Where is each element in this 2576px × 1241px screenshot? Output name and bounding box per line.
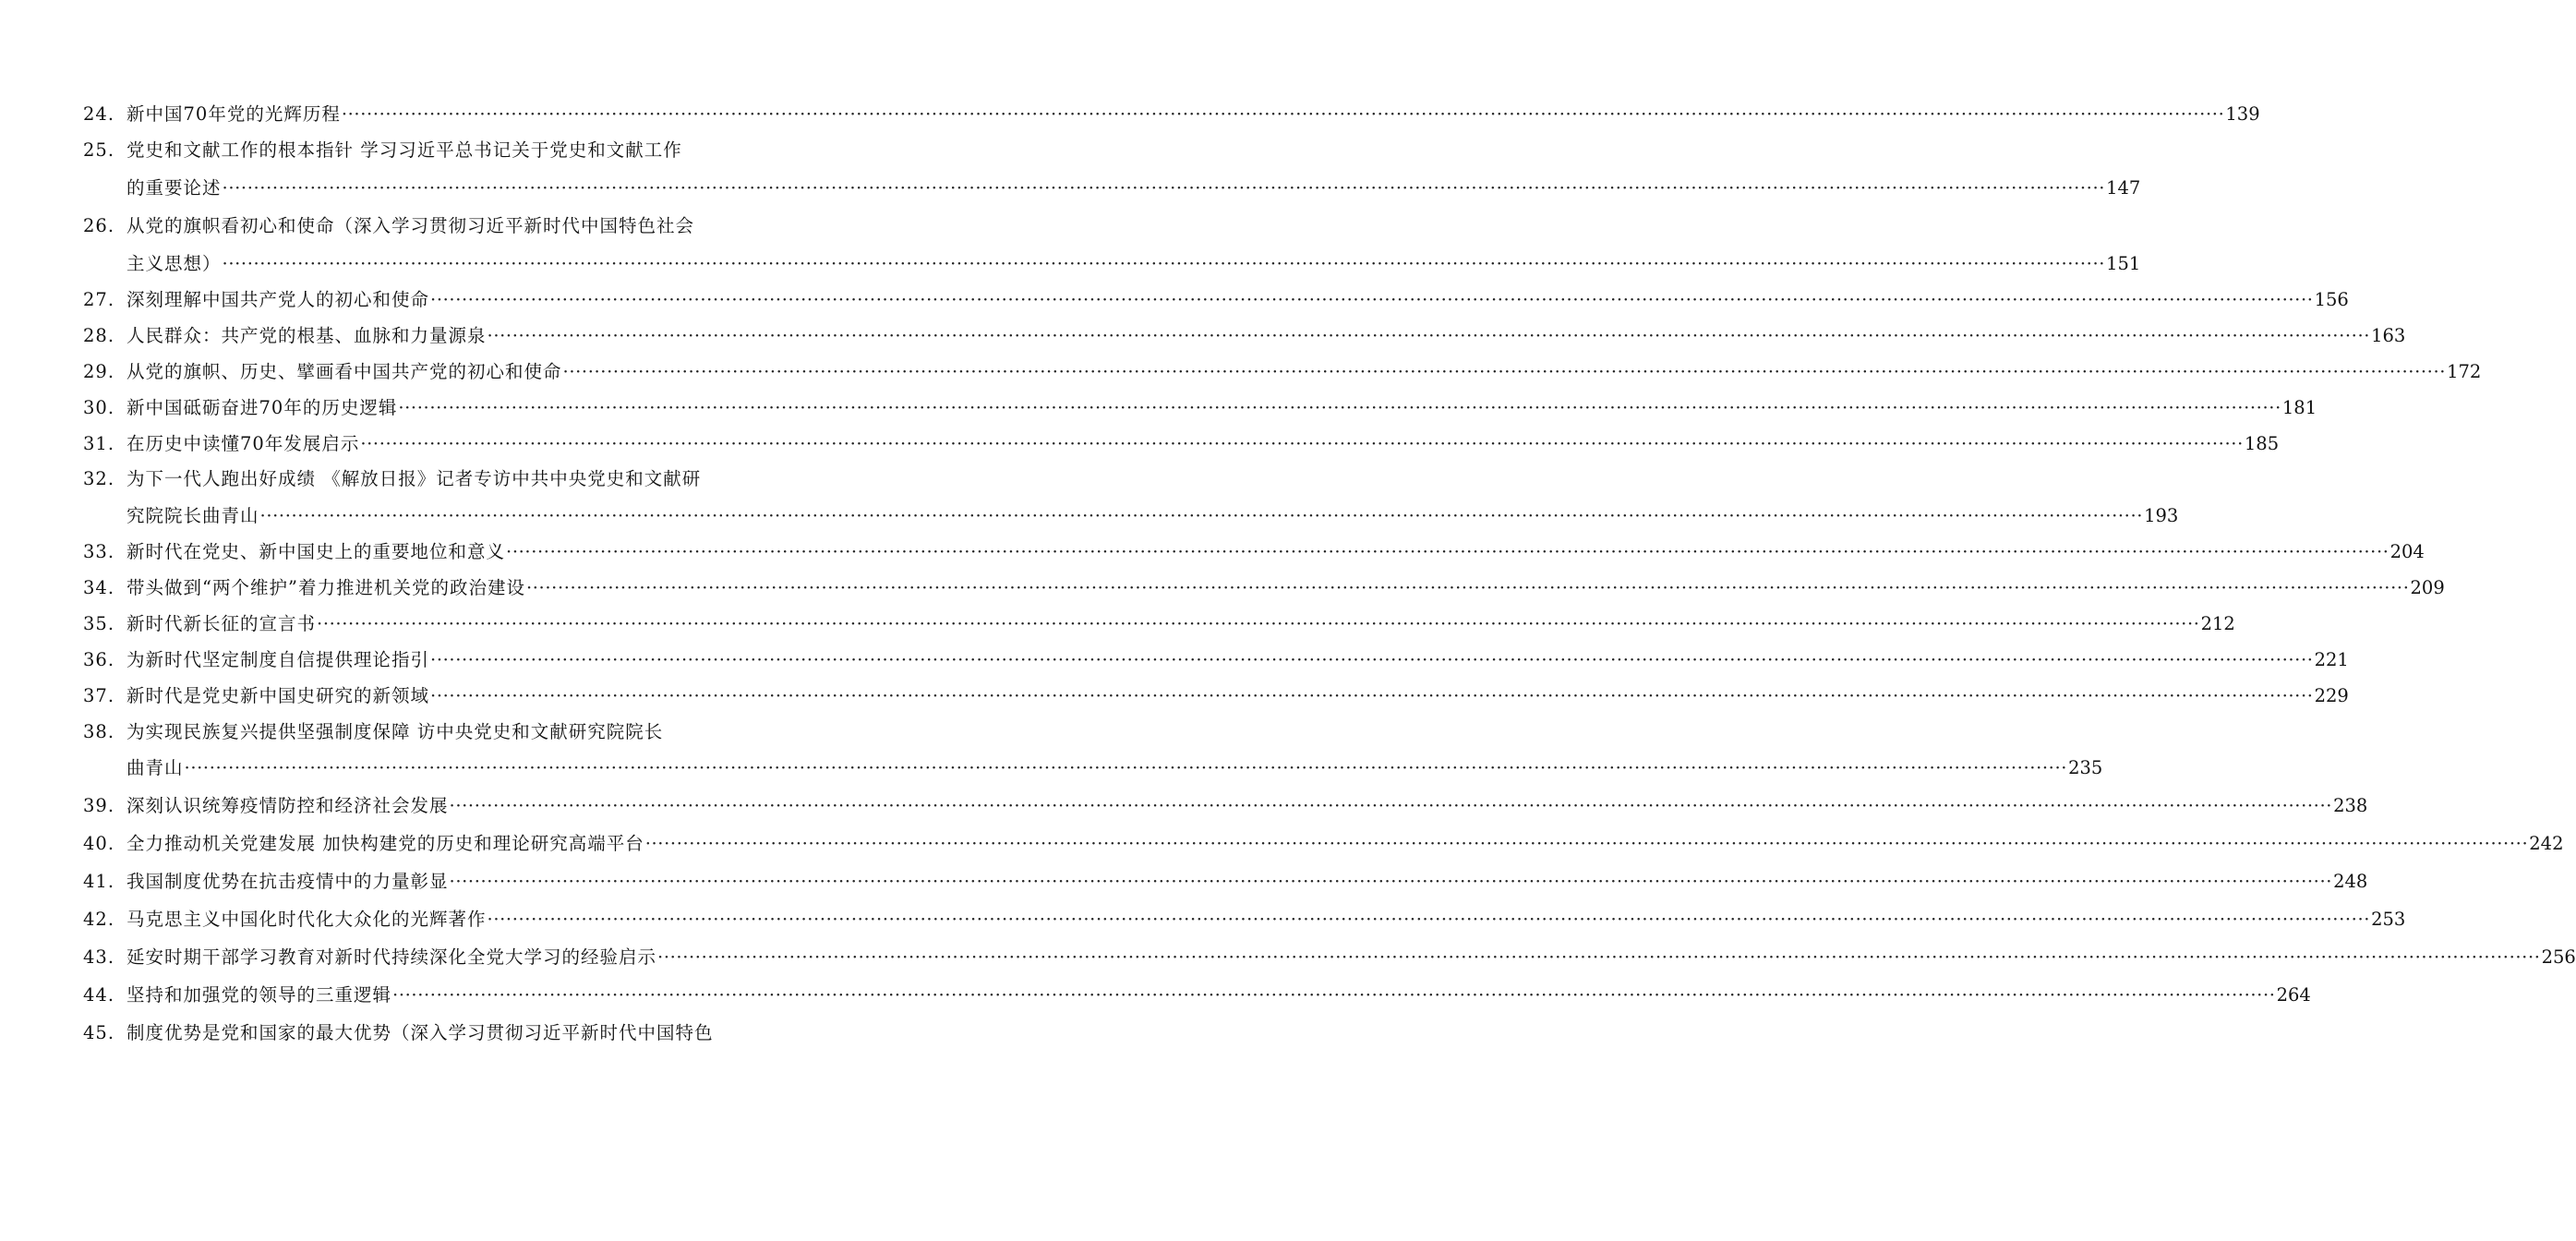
entry-page-number: 204 <box>2389 541 2425 562</box>
entry-page-number: 221 <box>2314 649 2349 670</box>
entry-number: 37. <box>83 685 115 706</box>
entry-page-number: 163 <box>2371 325 2406 346</box>
entry-number: 34. <box>83 577 115 598</box>
entry-title: 新中国70年党的光辉历程 <box>126 103 341 125</box>
dot-leader: ············································································································································································································································································································ <box>506 541 2389 562</box>
entry-title: 在历史中读懂70年发展启示 <box>126 433 360 454</box>
entry-title: 新时代是党史新中国史研究的新领域 <box>126 685 430 706</box>
toc-entry-continuation <box>0 251 2141 277</box>
entry-number: 36. <box>83 649 115 670</box>
toc-entry-continuation <box>0 755 2103 781</box>
entry-title: 党史和文献工作的根本指针 学习习近平总书记关于党史和文献工作 <box>126 139 682 161</box>
entry-number: 25. <box>83 139 115 161</box>
dot-leader: ············································································································································································································································································································ <box>392 984 2276 1006</box>
entry-title: 为下一代人跑出好成绩 《解放日报》记者专访中共中央党史和文献研 <box>126 468 702 489</box>
toc-entry <box>0 138 877 163</box>
dot-leader: ············································································································································································································································································································ <box>398 397 2281 418</box>
entry-page-number: 193 <box>2144 505 2179 526</box>
toc-entry <box>0 719 877 745</box>
entry-page-number: 248 <box>2333 871 2368 892</box>
toc-entry <box>0 869 2368 895</box>
entry-page-number: 238 <box>2333 795 2368 816</box>
entry-number: 30. <box>83 397 115 418</box>
entry-number: 38. <box>83 721 115 742</box>
toc-entry <box>0 793 2368 819</box>
entry-number: 24. <box>83 103 115 125</box>
dot-leader: ············································································································································································································································································································ <box>222 253 2106 274</box>
entry-page-number: 151 <box>2106 253 2141 274</box>
entry-page-number: 156 <box>2314 289 2349 310</box>
entry-title: 为实现民族复兴提供坚强制度保障 访中央党史和文献研究院院长 <box>126 721 664 742</box>
entry-title: 新时代在党史、新中国史上的重要地位和意义 <box>126 541 506 562</box>
dot-leader: ············································································································································································································································································································ <box>360 433 2244 454</box>
dot-leader: ············································································································································································································································································································ <box>430 649 2314 670</box>
toc-entry <box>0 395 2317 421</box>
entry-page-number: 242 <box>2529 833 2564 854</box>
entry-title: 新中国砥砺奋进70年的历史逻辑 <box>126 397 398 418</box>
dot-leader: ············································································································································································································································································································ <box>562 361 2447 382</box>
toc-entry <box>0 647 2349 673</box>
toc-entry <box>0 539 2425 565</box>
toc-entry <box>0 323 2406 349</box>
entry-number: 43. <box>83 946 115 968</box>
dot-leader: ············································································································································································································································································································ <box>487 325 2371 346</box>
entry-title-continued: 曲青山 <box>126 757 184 778</box>
entry-title: 我国制度优势在抗击疫情中的力量彰显 <box>126 871 449 892</box>
entry-title: 为新时代坚定制度自信提供理论指引 <box>126 649 430 670</box>
entry-title-continued: 主义思想） <box>126 253 222 274</box>
entry-number: 39. <box>83 795 115 816</box>
entry-page-number: 209 <box>2410 577 2445 598</box>
entry-title: 人民群众：共产党的根基、血脉和力量源泉 <box>126 325 487 346</box>
entry-title: 带头做到“两个维护”着力推进机关党的政治建设 <box>126 577 525 598</box>
dot-leader: ············································································································································································································································································································ <box>657 946 2541 968</box>
toc-entry <box>0 907 2406 933</box>
entry-number: 42. <box>83 909 115 930</box>
entry-title: 延安时期干部学习教育对新时代持续深化全党大学习的经验启示 <box>126 946 657 968</box>
entry-page-number: 172 <box>2447 361 2482 382</box>
dot-leader: ············································································································································································································································································································ <box>317 613 2200 634</box>
dot-leader: ············································································································································································································································································································ <box>525 577 2410 598</box>
entry-title: 马克思主义中国化时代化大众化的光辉著作 <box>126 909 487 930</box>
entry-title: 坚持和加强党的领导的三重逻辑 <box>126 984 392 1006</box>
entry-title: 从党的旗帜看初心和使命（深入学习贯彻习近平新时代中国特色社会 <box>126 215 695 236</box>
entry-page-number: 253 <box>2371 909 2406 930</box>
entry-page-number: 264 <box>2276 984 2311 1006</box>
toc-entry <box>0 287 2349 313</box>
toc-entry-continuation <box>0 175 2141 201</box>
entry-page-number: 185 <box>2244 433 2280 454</box>
entry-title: 深刻认识统筹疫情防控和经济社会发展 <box>126 795 449 816</box>
toc-entry <box>0 945 2576 970</box>
dot-leader: ············································································································································································································································································································ <box>222 177 2106 199</box>
toc-entry <box>0 359 2482 385</box>
entry-number: 26. <box>83 215 115 236</box>
entry-page-number: 181 <box>2281 397 2317 418</box>
entry-number: 28. <box>83 325 115 346</box>
toc-entry <box>0 831 2564 857</box>
toc-entry <box>0 431 2280 457</box>
dot-leader: ············································································································································································································································································································ <box>644 833 2529 854</box>
entry-page-number: 147 <box>2106 177 2141 199</box>
entry-number: 27. <box>83 289 115 310</box>
entry-number: 45. <box>83 1022 115 1043</box>
toc-entry <box>0 683 2349 709</box>
entry-title-continued: 的重要论述 <box>126 177 222 199</box>
entry-title-continued: 究院院长曲青山 <box>126 505 259 526</box>
entry-page-number: 235 <box>2068 757 2103 778</box>
toc-entry <box>0 982 2311 1008</box>
entry-title: 从党的旗帜、历史、擘画看中国共产党的初心和使命 <box>126 361 562 382</box>
entry-page-number: 229 <box>2314 685 2349 706</box>
entry-number: 29. <box>83 361 115 382</box>
toc-entry <box>0 466 877 492</box>
entry-number: 33. <box>83 541 115 562</box>
dot-leader: ············································································································································································································································································································ <box>449 795 2333 816</box>
dot-leader: ············································································································································································································································································································ <box>184 757 2068 778</box>
entry-title: 新时代新长征的宣言书 <box>126 613 317 634</box>
entry-number: 40. <box>83 833 115 854</box>
entry-title: 制度优势是党和国家的最大优势（深入学习贯彻习近平新时代中国特色 <box>126 1022 714 1043</box>
toc-entry <box>0 1020 877 1046</box>
dot-leader: ············································································································································································································································································································ <box>341 103 2225 125</box>
entry-page-number: 139 <box>2225 103 2260 125</box>
dot-leader: ············································································································································································································································································································ <box>430 685 2314 706</box>
toc-entry-continuation <box>0 503 2179 529</box>
entry-page-number: 212 <box>2200 613 2235 634</box>
toc-entry <box>0 102 2260 127</box>
dot-leader: ············································································································································································································································································································ <box>487 909 2371 930</box>
dot-leader: ············································································································································································································································································································ <box>430 289 2314 310</box>
entry-number: 32. <box>83 468 115 489</box>
toc-entry <box>0 575 2445 601</box>
entry-page-number: 256 <box>2541 946 2576 968</box>
entry-title: 深刻理解中国共产党人的初心和使命 <box>126 289 430 310</box>
toc-entry <box>0 213 877 239</box>
dot-leader: ············································································································································································································································································································ <box>259 505 2144 526</box>
entry-number: 44. <box>83 984 115 1006</box>
entry-title: 全力推动机关党建发展 加快构建党的历史和理论研究高端平台 <box>126 833 644 854</box>
dot-leader: ············································································································································································································································································································ <box>449 871 2333 892</box>
entry-number: 35. <box>83 613 115 634</box>
entry-number: 31. <box>83 433 115 454</box>
toc-entry <box>0 611 2235 637</box>
entry-number: 41. <box>83 871 115 892</box>
